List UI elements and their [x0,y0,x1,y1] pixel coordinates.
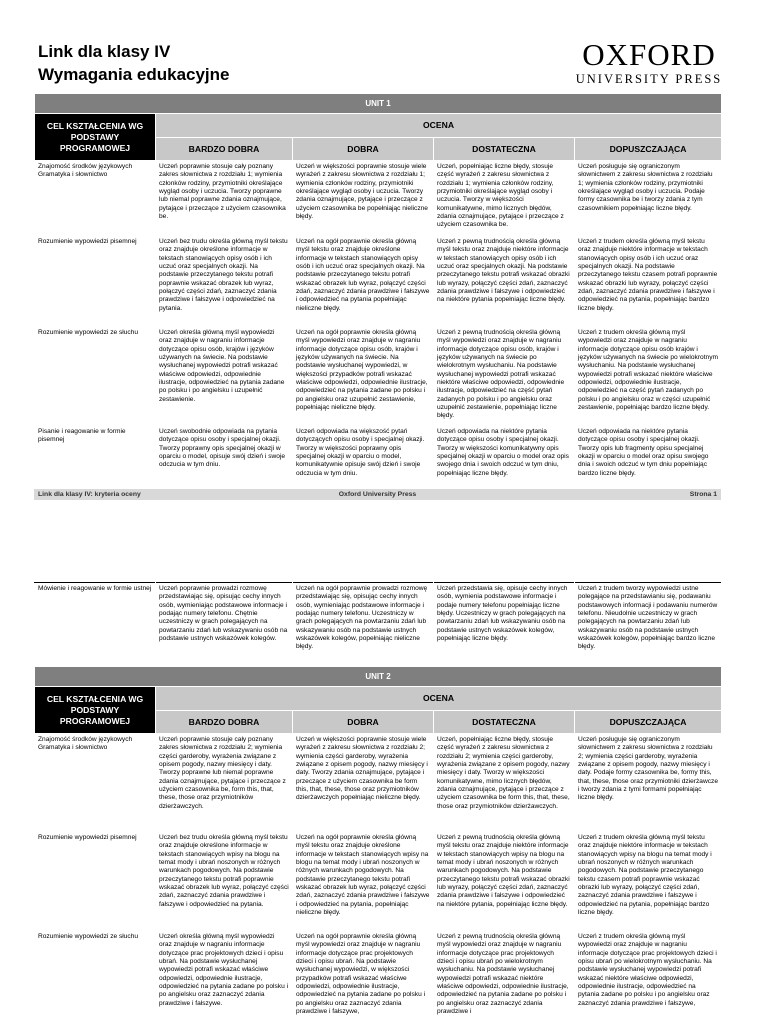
grade-cell: Uczeń odpowiada na niektóre pytania dotyczące opisu osoby i specjalnej okazji. Tworzy opis lub fragmenty opisu specjalnej okazji w oparciu o model oraz opisu swojego dnia i swoich odczuć w tym dniu popełniając bardzo liczne błędy. [575,426,722,490]
grade-cell: Uczeń z pewną trudnością określa główną myśl wypowiedzi oraz znajduje w nagraniu informacje dotyczące opisu osób, krajów i języków używanych na świecie po wielokrotnym wysłuchaniu. Na podstawie wysłuchanej wypowiedzi potrafi wskazać niektóre właściwe odpowiedzi, odpowiednie ilustracje, odpowiedzieć na część pytań zadanych po polsku i po angielsku oraz uzupełnić zestawienie, popełniając liczne błędy. [434,327,575,426]
grade-cell: Uczeń z trudem określa główną myśl wypowiedzi oraz znajduje w nagraniu informacje dotyczące prac projektowych dzieci i opisu ubrań po wielokrotnym wysłuchaniu. Na podstawie wysłuchanej wypowiedzi potrafi wskazać niektóre właściwe odpowiedzi, odpowiednie ilustracje, odpowiedzieć na pytania zadane po polsku i po angielsku oraz zaznaczyć zdania prawdziwe i fałszywe, [575,931,722,1021]
grade-cell: Uczeń w większości poprawnie stosuje wiele wyrażeń z zakresu słownictwa z rozdziału 2; wymienia części garderoby, wyrażenia związane z opisem pogody, nazwy miesięcy i daty. Tworzy zdania oznajmujące, pytające i przeczące z użyciem czasownika be form this, that, these, those oraz przymiotników dzierżawczych popełniając nieliczne błędy. [293,734,434,832]
grade-cell: Uczeń bez trudu określa główną myśl tekstu oraz znajduje określone informacje w tekstach stanowiących wpisy na blogu na temat mody i ubrań noszonych w różnych warunkach pogodowych. Na podstawie przeczytanego tekstu potrafi poprawnie wskazać obrazek lub wyraz, połączyć części zdań, zaznaczyć zdania prawdziwe i fałszywe i odpowiedzieć na pytania. [156,832,293,931]
footer-right: Strona 1 [689,491,717,498]
grade-header-dopuszczajaca: DOPUSZCZAJĄCA [575,710,722,734]
grade-cell: Uczeń poprawnie stosuje cały poznany zakres słownictwa z rozdziału 1; wymienia członków rodziny, przymiotniki określające wygląd osoby i uczucia. Tworzy poprawne lub niemal poprawne zdania oznajmujące, pytające i przeczące z użyciem czasownika be. [156,161,293,236]
document-title-line2: Wymagania edukacyjne [38,65,230,84]
ocena-header: OCENA [156,114,722,138]
grade-cell: Uczeń na ogół poprawnie określa główną myśl tekstu oraz znajduje określone informacje w tekstach stanowiących wpisy na blogu na temat mody i ubrań noszonych w różnych warunkach pogodowych. Na podstawie przeczytanego tekstu potrafi wskazać obrazek lub wyraz, połączyć części zdań, zaznaczyć zdania prawdziwe i fałszywe i odpowiedzieć na pytania, popełniając nieliczne błędy. [293,832,434,931]
page-footer [34,489,721,500]
cel-cell: Mówienie i reagowanie w formie ustnej [35,583,156,663]
table-row [35,161,722,236]
grade-cell: Uczeń poprawnie stosuje cały poznany zakres słownictwa z rozdziału 2; wymienia części garderoby, wyrażenia związane z opisem pogody, nazwy miesięcy i daty. Tworzy poprawne lub niemal poprawne zdania oznajmujące, pytające i przeczące z użyciem czasownika be, form this, that, these, those oraz przymiotników dzierżawczych. [156,734,293,832]
cel-cell: Rozumienie wypowiedzi ze słuchu [35,327,156,426]
cel-cell: Znajomość środków językowych Gramatyka i słownictwo [35,734,156,832]
grade-cell: Uczeń w większości poprawnie stosuje wiele wyrażeń z zakresu słownictwa z rozdziału 1; wymienia członków rodziny, przymiotniki określające wygląd osoby i uczucia. Tworzy zdania oznajmujące, pytające i przeczące z użyciem czasownika be popełniając nieliczne błędy. [293,161,434,236]
logo-line2: UNIVERSITY PRESS [575,72,723,86]
grade-cell: Uczeń z pewną trudnością określa główną myśl wypowiedzi oraz znajduje w nagraniu informacje dotyczące prac projektowych dzieci i opisu ubrań po wielokrotnym wysłuchaniu. Na podstawie wysłuchanej wypowiedzi potrafi wskazać niektóre właściwe odpowiedzi, odpowiednie ilustracje, odpowiedzieć na pytania zadane po polsku i po angielsku oraz zaznaczyć zdania prawdziwe i [434,931,575,1021]
cel-cell: Rozumienie wypowiedzi pisemnej [35,832,156,931]
cel-header: CEL KSZTAŁCENIA WG PODSTAWY PROGRAMOWEJ [35,114,156,161]
grade-header-dobra: DOBRA [293,137,434,161]
grade-cell: Uczeń, popełniając liczne błędy, stosuje część wyrażeń z zakresu słownictwa z rozdziału 1; wymienia członków rodziny, przymiotniki określające wygląd osoby i uczucia. Tworzy w większości komunikatywne, mimo licznych błędów, zdania oznajmujące, pytające i przeczące z użyciem czasownika be. [434,161,575,236]
grade-header-bardzo-dobra: BARDZO DOBRA [156,710,293,734]
unit2-table [34,666,722,1021]
unit1-table [34,93,722,490]
grade-cell: Uczeń z trudem tworzy wypowiedzi ustne polegające na przedstawianiu się, podawaniu podstawowych informacji i podawaniu numerów telefonu. Nieudolnie uczestniczy w grach polegających na powtarzaniu zdań lub wskazywaniu osób na podstawie ustnych wskazówek kolegów, popełniając bardzo liczne błędy. [575,583,722,663]
grade-cell: Uczeń poprawnie prowadzi rozmowę przedstawiając się, opisując cechy innych osób, wymieniając podstawowe informacje i podając numery telefonu. Chętnie uczestniczy w grach polegających na powtarzaniu zdań lub wskazywaniu osób na podstawie ustnych wskazówek kolegów. [156,583,293,663]
footer-center: Oxford University Press [338,491,417,498]
table-row [35,236,722,327]
grade-cell: Uczeń na ogół poprawnie określa główną myśl wypowiedzi oraz znajduje w nagraniu informacje dotyczące prac projektowych dzieci i opisu ubrań. Na podstawie wysłuchanej wypowiedzi, w większości przypadków potrafi wskazać właściwe odpowiedzi, odpowiednie ilustracje, odpowiedzieć na pytania zadane po polsku i po angielsku oraz zaznaczyć zdania prawdziwe i fałszywe, [293,931,434,1021]
grade-cell: Uczeń przedstawia się, opisuje cechy innych osób, wymienia podstawowe informacje i podaje numery telefonu popełniając liczne błędy. Uczestniczy w grach polegających na powtarzaniu zdań lub wskazywaniu osób na podstawie ustnych wskazówek kolegów, popełniając liczne błędy. [434,583,575,663]
grade-cell: Uczeń bez trudu określa główną myśl tekstu oraz znajduje określone informacje w tekstach stanowiących opisy osób i ich uczuć oraz specjalnych okazji. Na podstawie przeczytanego tekstu potrafi poprawnie wskazać obrazek lub wyraz, połączyć części zdań, zaznaczyć zdania prawdziwe i fałszywe i odpowiedzieć na pytania. [156,236,293,327]
cel-header: CEL KSZTAŁCENIA WG PODSTAWY PROGRAMOWEJ [35,687,156,734]
document-title-line1: Link dla klasy IV [38,42,171,61]
cel-cell: Pisanie i reagowanie w formie pisemnej [35,426,156,490]
grade-cell: Uczeń z pewną trudnością określa główną myśl tekstu oraz znajduje niektóre informacje w tekstach stanowiących wpisy na blogu na temat mody i ubrań noszonych w różnych warunkach pogodowych. Na podstawie przeczytanego tekstu potrafi wskazać obrazki lub wyrazy, połączyć części zdań, zaznaczyć zdania prawdziwe i fałszywe i odpowiedzieć na niektóre pytania, popełniając liczne błędy. [434,832,575,931]
grade-cell: Uczeń na ogół poprawnie określa główną myśl tekstu oraz znajduje określone informacje w tekstach stanowiących opisy osób i ich uczuć oraz specjalnych okazji. Na podstawie przeczytanego tekstu potrafi wskazać obrazek lub wyraz, połączyć części zdań, zaznaczyć zdania prawdziwe i fałszywe i odpowiedzieć na pytania popełniając nieliczne błędy. [293,236,434,327]
grade-header-bardzo-dobra: BARDZO DOBRA [156,137,293,161]
grade-cell: Uczeń odpowiada na większość pytań dotyczących opisu osoby i specjalnej okazji. Tworzy w większości poprawny opis specjalnej okazji w oparciu o model, komunikatywnie opisuje swój dzień i swoje odczucia w tym dniu. [293,426,434,490]
table-row [35,426,722,490]
grade-cell: Uczeń określa główną myśl wypowiedzi oraz znajduje w nagraniu informacje dotyczące prac projektowych dzieci i opisu ubrań. Na podstawie wysłuchanej wypowiedzi potrafi wskazać właściwe odpowiedzi, odpowiednie ilustracje, odpowiedzieć na pytania zadane po polsku i po angielsku oraz zaznaczyć zdania prawdziwe i fałszywe. [156,931,293,1021]
grade-cell: Uczeń z trudem określa główną myśl wypowiedzi oraz znajduje w nagraniu informacje dotyczące opisu osób krajów i języków używanych na świecie po wielokrotnym wysłuchaniu. Na podstawie wysłuchanej wypowiedzi potrafi wskazać niektóre właściwe odpowiedzi, odpowiednie ilustracje, odpowiedzieć na część pytań zadanych po polsku i po angielsku oraz w części uzupełnić zestawienie, popełniając bardzo liczne błędy. [575,327,722,426]
table-row [35,931,722,1021]
grade-header-dobra: DOBRA [293,710,434,734]
grade-cell: Uczeń posługuje się ograniczonym słownictwem z zakresu słownictwa z rozdziału 2; wymienia części garderoby, wyrażenia związane z opisem pogody, nazwy miesięcy i daty. Podaje formy czasownika be, formy this, that, these, those oraz przymiotniki dzierżawcze i tworzy zdania z tymi formami popełniając liczne błędy. [575,734,722,832]
cel-cell: Rozumienie wypowiedzi pisemnej [35,236,156,327]
ocena-header: OCENA [156,687,722,711]
footer-left: Link dla klasy IV: kryteria oceny [38,491,141,498]
grade-header-dopuszczajaca: DOPUSZCZAJĄCA [575,137,722,161]
table-row [35,734,722,832]
grade-cell: Uczeń na ogół poprawnie prowadzi rozmowę przedstawiając się, opisując cechy innych osób, wymieniając podstawowe informacje i podając numery telefonu. Uczestniczy w grach polegających na powtarzaniu zdań lub wskazywaniu osób na podstawie ustnych wskazówek kolegów, popełniając nieliczne błędy. [293,583,434,663]
grade-cell: Uczeń z pewną trudnością określa główną myśl tekstu oraz znajduje niektóre informacje w tekstach stanowiących opisy osób i ich uczuć oraz specjalnych okazji. Na podstawie przeczytanego tekstu potrafi wskazać obrazki lub wyrazy, połączyć części zdań, zaznaczyć zdania prawdziwe i fałszywe i odpowiedzieć na niektóre pytania popełniając liczne błędy. [434,236,575,327]
grade-cell: Uczeń swobodnie odpowiada na pytania dotyczące opisu osoby i specjalnej okazji. Tworzy poprawny opis specjalnej okazji w oparciu o model, opisuje swój dzień i swoje odczucia w tym dniu. [156,426,293,490]
oxford-logo [574,38,724,86]
unit1-header: UNIT 1 [35,94,722,114]
grade-cell: Uczeń z trudem określa główną myśl tekstu oraz znajduje niektóre informacje w tekstach stanowiących opisy osób i ich uczuć oraz specjalnych okazji. Na podstawie przeczytanego tekstu czasem potrafi poprawnie wskazać obrazki lub wyrazy, połączyć części zdań, zaznaczyć zdania prawdziwe i fałszywe i odpowiedzieć na pytania, popełniając bardzo liczne błędy. [575,236,722,327]
table-row [35,583,722,663]
grade-cell: Uczeń z trudem określa główną myśl tekstu oraz znajduje niektóre informacje w tekstach stanowiących wpisy na blogu na temat mody i ubrań noszonych w różnych warunkach pogodowych. Na podstawie przeczytanego tekstu czasem potrafi poprawnie wskazać obrazki lub wyrazy, połączyć części zdań, zaznaczyć zdania prawdziwe i fałszywe i odpowiedzieć na pytania, popełniając bardzo liczne błędy. [575,832,722,931]
logo-line1: OXFORD [582,37,716,72]
grade-cell: Uczeń określa główną myśl wypowiedzi oraz znajduje w nagraniu informacje dotyczące opisu osób, krajów i języków używanych na świecie. Na podstawie wysłuchanej wypowiedzi potrafi wskazać właściwe odpowiedzi, odpowiednie ilustracje, odpowiedzieć na pytania zadane po polsku i po angielsku i uzupełnić zestawienie. [156,327,293,426]
cel-cell: Rozumienie wypowiedzi ze słuchu [35,931,156,1021]
unit2-header: UNIT 2 [35,667,722,687]
grade-header-dostateczna: DOSTATECZNA [434,710,575,734]
grade-cell: Uczeń posługuje się ograniczonym słownictwem z zakresu słownictwa z rozdziału 1; wymienia członków rodziny, przymiotniki określające wygląd osoby i uczucia. Podaje formy czasownika be i tworzy zdania z tym czasownikiem popełniając liczne błędy. [575,161,722,236]
grade-cell: Uczeń, popełniając liczne błędy, stosuje część wyrażeń z zakresu słownictwa z rozdziału 2; wymienia części garderoby, wyrażenia związane z opisem pogody, nazwy miesięcy i daty. Tworzy w większości komunikatywne, mimo licznych błędów, zdania oznajmujące, pytające i przeczące z użyciem czasownika be form this, that, these, those oraz przymiotników dzierżawczych. [434,734,575,832]
speaking-table [34,582,722,663]
grade-cell: Uczeń odpowiada na niektóre pytania dotyczące opisu osoby i specjalnej okazji. Tworzy w większości komunikatywny opis specjalnej okazji w oparciu o model oraz opis swojego dnia i swoich odczuć w tym dniu, popełniając liczne błędy. [434,426,575,490]
table-row [35,327,722,426]
grade-cell: Uczeń na ogół poprawnie określa główną myśl wypowiedzi oraz znajduje w nagraniu informacje dotyczące opisu osób, krajów i języków używanych na świecie. Na podstawie wysłuchanej wypowiedzi, w większości przypadków potrafi wskazać właściwe odpowiedzi, odpowiednie ilustracje, odpowiedzieć na pytania zadane po polsku i po angielsku oraz uzupełnić zestawienie, popełniając nieliczne błędy. [293,327,434,426]
cel-cell: Znajomość środków językowych Gramatyka i słownictwo [35,161,156,236]
table-row [35,832,722,931]
grade-header-dostateczna: DOSTATECZNA [434,137,575,161]
